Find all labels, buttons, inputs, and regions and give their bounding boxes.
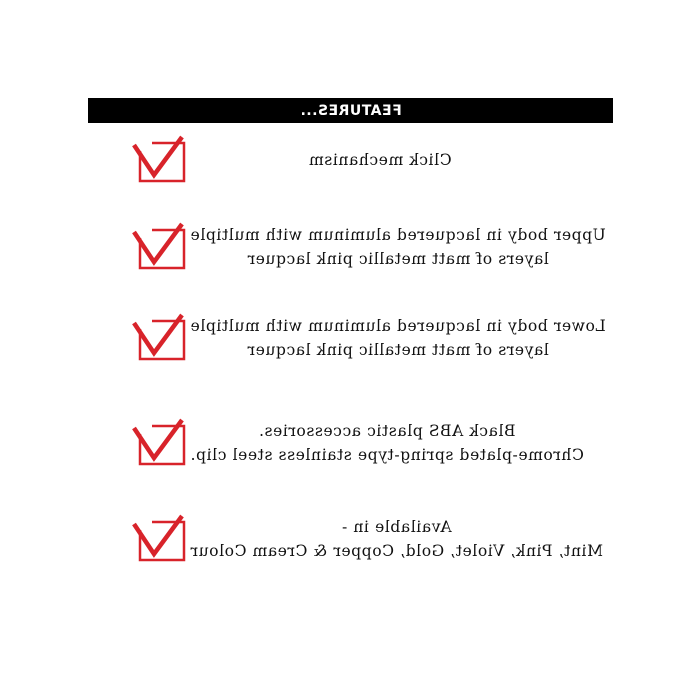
feature-line: Upper body in lacquered aluminum with multiple bbox=[190, 226, 606, 244]
features-banner bbox=[88, 98, 613, 123]
feature-item-2 bbox=[130, 222, 606, 272]
checkmark-box-icon bbox=[130, 418, 190, 468]
checkmark-box-icon bbox=[130, 222, 190, 272]
feature-text-5 bbox=[190, 515, 603, 563]
feature-line: layers of matt metallic pink lacquer bbox=[247, 250, 549, 268]
checkmark-box-icon bbox=[130, 514, 190, 564]
feature-text-1 bbox=[190, 148, 570, 172]
feature-line: Chrome-plated spring-type stainless steel clip. bbox=[190, 446, 584, 464]
feature-text-3 bbox=[190, 314, 606, 362]
feature-item-4 bbox=[130, 418, 584, 468]
feature-line: Click mechanism bbox=[308, 151, 452, 169]
feature-text-4 bbox=[190, 419, 584, 467]
feature-line: Lower body in lacquered aluminum with multiple bbox=[190, 317, 606, 335]
feature-line: layers of matt metallic pink lacquer bbox=[247, 341, 549, 359]
feature-text-2 bbox=[190, 223, 606, 271]
feature-line: Available in - bbox=[341, 518, 452, 536]
feature-item-5 bbox=[130, 514, 604, 564]
checkmark-box-icon bbox=[130, 313, 190, 363]
feature-item-3 bbox=[130, 313, 606, 363]
feature-item-1 bbox=[130, 135, 570, 185]
features-title: FEATURES... bbox=[299, 102, 402, 119]
feature-line: Black ABS plastic accessories. bbox=[258, 422, 516, 440]
checkmark-box-icon bbox=[130, 135, 190, 185]
feature-line: Mint, Pink, Violet, Gold, Copper & Cream Colour bbox=[190, 542, 604, 560]
